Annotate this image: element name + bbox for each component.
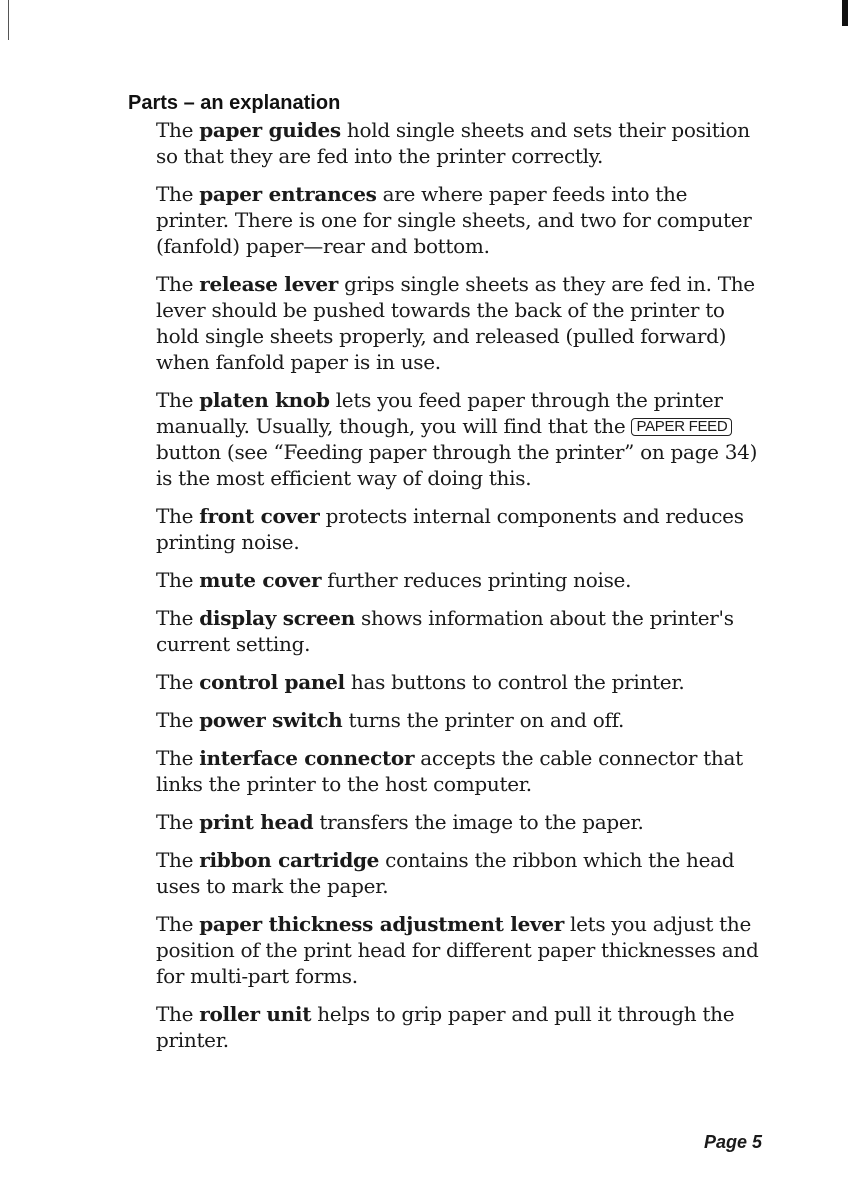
paragraph-mute-cover: The mute cover further reduces printing noise. xyxy=(156,568,632,592)
scan-corner-mark xyxy=(842,0,848,26)
paragraph-roller-unit: The roller unit helps to grip paper and pull it through the printer. xyxy=(156,1002,735,1052)
term: paper thickness adjustment lever xyxy=(199,912,564,936)
section-heading: Parts – an explanation xyxy=(128,92,341,114)
term: interface connector xyxy=(199,746,415,770)
paragraph-paper-entrances: The paper entrances are where paper feeds into the printer. There is one for single sheets, and two for computer (fanfold) paper—rear and bottom. xyxy=(156,182,752,258)
paragraph-platen-knob: The platen knob lets you feed paper through the printer manually. Usually, though, you will find that the PAPER FEED button (see “Feeding paper through the printer” on page 34) is the most efficient way of doing this. xyxy=(156,388,758,490)
term: control panel xyxy=(199,670,345,694)
term: paper entrances xyxy=(199,182,377,206)
paragraph-paper-guides: The paper guides hold single sheets and sets their position so that they are fed into the printer correctly. xyxy=(156,118,750,168)
term: display screen xyxy=(199,606,355,630)
paragraph-print-head: The print head transfers the image to the paper. xyxy=(156,810,644,834)
term: print head xyxy=(199,810,314,834)
term: platen knob xyxy=(199,388,330,412)
term: paper guides xyxy=(199,118,341,142)
paragraph-paper-thickness-lever: The paper thickness adjustment lever lets you adjust the position of the print head for different paper thicknesses and for multi-part forms. xyxy=(156,912,759,988)
term: ribbon cartridge xyxy=(199,848,380,872)
term: front cover xyxy=(199,504,320,528)
paragraph-ribbon-cartridge: The ribbon cartridge contains the ribbon which the head uses to mark the paper. xyxy=(156,848,735,898)
paragraph-display-screen: The display screen shows information about the printer's current setting. xyxy=(156,606,734,656)
term: release lever xyxy=(199,272,339,296)
parts-explanation-body xyxy=(156,117,766,1065)
paragraph-interface-connector: The interface connector accepts the cable connector that links the printer to the host computer. xyxy=(156,746,743,796)
term: mute cover xyxy=(199,568,322,592)
paragraph-power-switch: The power switch turns the printer on and off. xyxy=(156,708,625,732)
paragraph-front-cover: The front cover protects internal components and reduces printing noise. xyxy=(156,504,744,554)
paragraph-release-lever: The release lever grips single sheets as they are fed in. The lever should be pushed towards the back of the printer to hold single sheets properly, and released (pulled forward) when fanfold paper is in use. xyxy=(156,272,755,374)
term: power switch xyxy=(199,708,343,732)
page-number: Page 5 xyxy=(703,1132,762,1152)
paragraph-control-panel: The control panel has buttons to control the printer. xyxy=(156,670,685,694)
scan-edge-mark xyxy=(8,0,9,40)
term: roller unit xyxy=(199,1002,312,1026)
paper-feed-key: PAPER FEED xyxy=(631,418,732,436)
